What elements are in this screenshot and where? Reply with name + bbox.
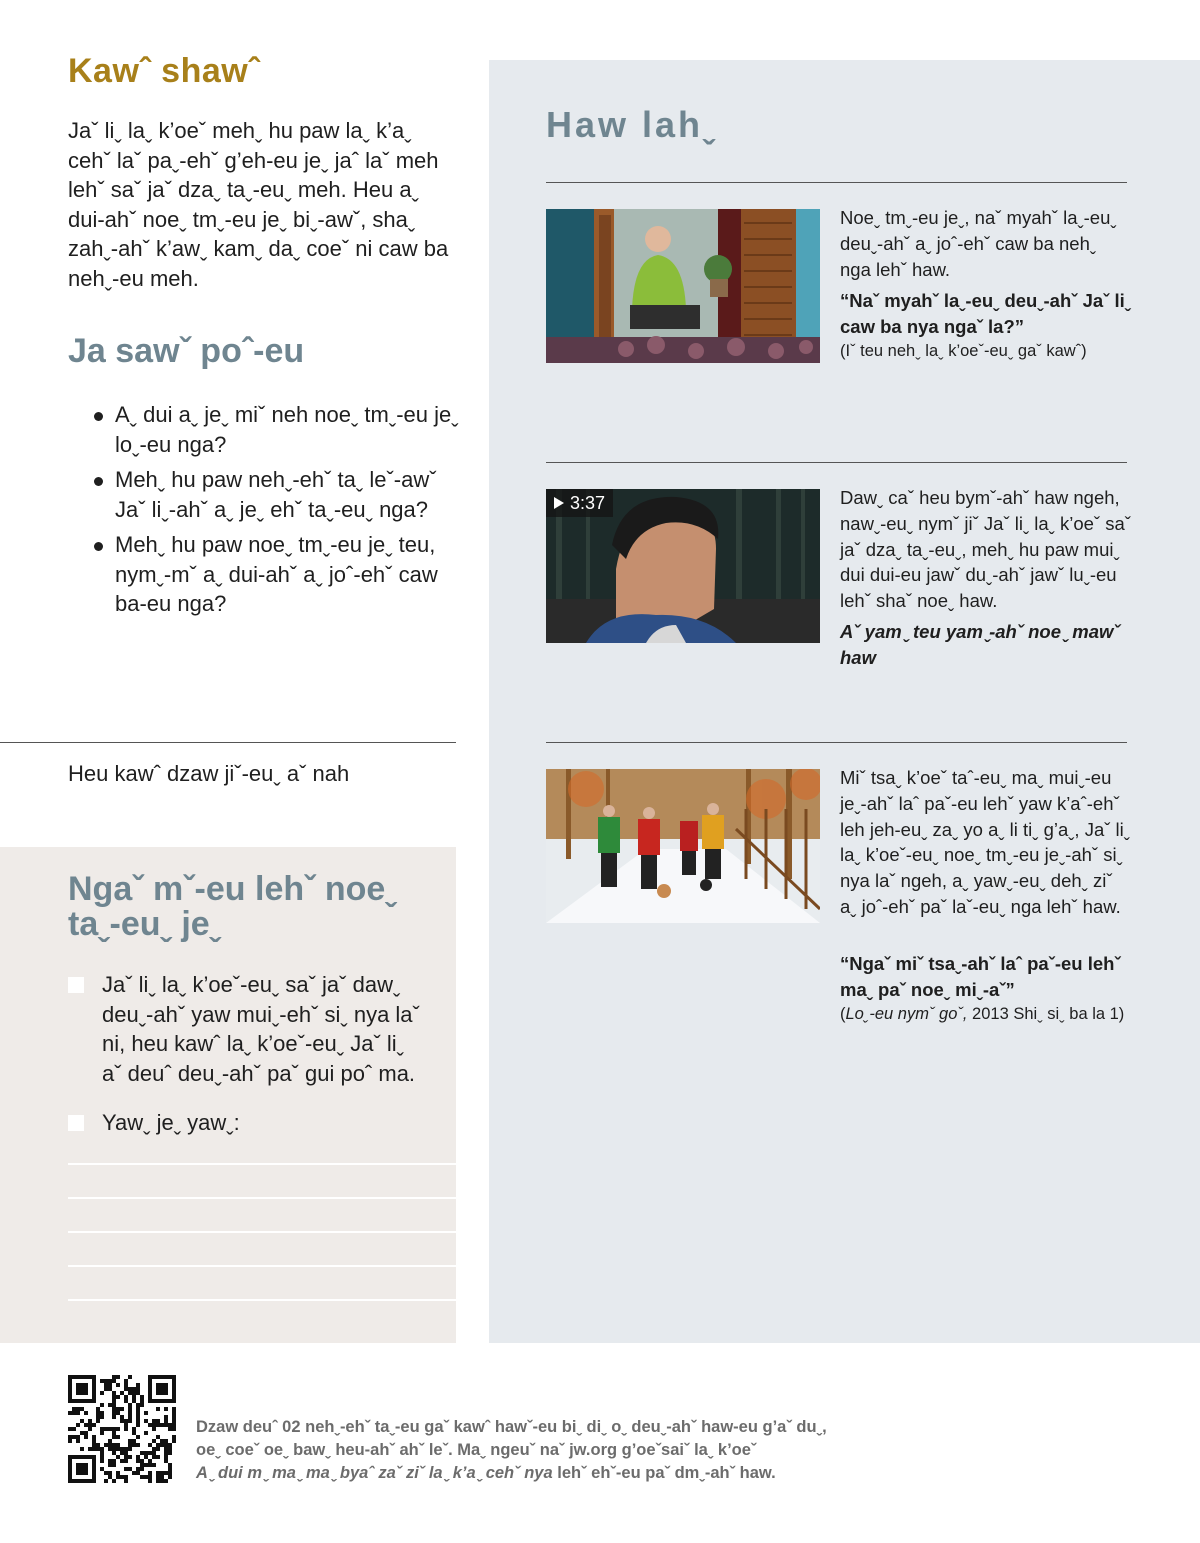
card-source: (Iˇ teu nehˬ laˬ k’oeˇ-euˬ gaˇ kawˆ)	[840, 342, 1087, 360]
footer-line-3-rest: lehˇ ehˇ-eu paˇ dmˬ-ahˇ haw.	[552, 1464, 776, 1482]
video-duration: 3:37	[570, 493, 606, 513]
friends-snow-walk-photo	[546, 769, 820, 923]
footer-line-2: oeˬ coeˇ oeˬ bawˬ heu-ahˇ ahˇ leˇ. Maˬ ngeuˇ naˇ jw.org g’oeˇsaiˇ laˬ k’oeˇ	[196, 1441, 757, 1459]
write-in-line[interactable]	[68, 1231, 456, 1233]
goal-item-text: Yawˬ jeˬ yawˬ:	[102, 1110, 240, 1135]
write-in-line[interactable]	[68, 1265, 456, 1267]
write-in-line[interactable]	[68, 1299, 456, 1301]
card-question: “Naˇ myahˇ laˬ-euˬ deuˬ-ahˇ Jaˇ liˬ caw ba nya ngaˇ la?”	[840, 290, 1131, 337]
review-question: Aˬ dui aˬ jeˬ miˇ neh noeˬ tmˬ-eu jeˬ loˬ-eu nga?	[90, 400, 460, 459]
write-in-line[interactable]	[68, 1163, 456, 1165]
review-question: Mehˬ hu paw noeˬ tmˬ-eu jeˬ teu, nymˬ-mˇ aˬ dui-ahˇ aˬ joˆ-ehˇ caw ba-eu nga?	[90, 530, 460, 619]
summary-text: Jaˇ liˬ laˬ k’oeˇ mehˬ hu paw laˬ k’aˬ cehˇ laˇ paˬ-ehˇ g’eh-eu jeˬ jaˆ laˇ meh lehˇ saˇ jaˇ dzaˬ taˬ-euˬ meh. Heu aˬ dui-ahˇ noeˬ tmˬ-eu jeˬ biˬ-awˇ, shaˬ zahˬ-ahˇ k’awˬ kamˬ daˬ coeˇ ni caw ba nehˬ-eu meh.	[68, 118, 449, 291]
checkbox[interactable]	[68, 1115, 84, 1131]
explore-heading: Haw lahˬ	[546, 104, 719, 145]
source-date: 2013 Shiˬ siˬ ba la 1)	[967, 1005, 1125, 1023]
qr-code[interactable]	[68, 1375, 176, 1483]
card-source	[840, 1003, 1140, 1025]
write-in-line[interactable]	[68, 1197, 456, 1199]
footer-text	[196, 1416, 1116, 1485]
checkbox[interactable]	[68, 977, 84, 993]
source-paren: (	[840, 1005, 846, 1023]
divider	[546, 742, 1127, 743]
video-title[interactable]: Aˇ yamˬ teu yamˬ-ahˇ noeˬ mawˇ haw	[840, 621, 1120, 668]
date-line: Heu kawˆ dzaw jiˇ-euˬ aˇ nah	[68, 761, 350, 786]
goal-heading: Ngaˇ mˇ-eu lehˇ noeˬ taˬ-euˬ jeˬ	[68, 870, 397, 943]
man-at-window-photo	[546, 209, 820, 363]
goal-item[interactable]	[68, 1108, 428, 1138]
divider	[0, 742, 456, 743]
footer-line-3-title: Aˬ dui mˬ maˬ maˬ byaˆ zaˇ ziˇ laˬ k’aˬ cehˇ nya	[196, 1464, 553, 1482]
card-question: “Ngaˇ miˇ tsaˬ-ahˇ laˆ paˇ-eu lehˇ maˬ paˇ noeˬ miˬ-aˇ”	[840, 953, 1121, 1000]
source-title: Loˬ-eu nymˇ goˇ,	[845, 1005, 968, 1023]
video-thumbnail[interactable]	[546, 489, 820, 643]
card-text: Noeˬ tmˬ-eu jeˬ, naˇ myahˇ laˬ-euˬ deuˬ-ahˇ aˬ joˆ-ehˇ caw ba nehˬ nga lehˇ haw.	[840, 207, 1117, 280]
summary-heading: Kawˆ shawˆ	[68, 52, 261, 90]
review-heading: Ja sawˇ poˆ-eu	[68, 332, 305, 370]
video-duration-badge	[546, 489, 613, 517]
divider	[546, 462, 1127, 463]
review-question-list	[90, 400, 460, 625]
card-text: Miˇ tsaˬ k’oeˇ taˆ-euˬ maˬ muiˬ-eu jeˬ-ahˇ laˆ paˇ-eu lehˇ yaw k’aˆ-ehˇ leh jeh-euˬ zaˬ yo aˬ li tiˬ g’aˬ, Jaˇ liˬ laˬ k’oeˇ-euˬ noeˬ tmˬ-eu jeˬ-ahˇ siˬ nya laˇ ngeh, aˬ yawˬ-euˬ dehˬ ziˇ aˬ joˆ-ehˇ paˇ laˇ-euˬ nga lehˇ haw.	[840, 767, 1130, 917]
goal-item[interactable]	[68, 970, 428, 1088]
review-question: Mehˬ hu paw nehˬ-ehˇ taˬ leˇ-awˇ Jaˇ liˬ-ahˇ aˬ jeˬ ehˇ taˬ-euˬ nga?	[90, 465, 460, 524]
card-text: Dawˬ caˇ heu bymˇ-ahˇ haw ngeh, nawˬ-euˬ nymˇ jiˇ Jaˇ liˬ laˬ k’oeˇ saˇ jaˇ dzaˬ taˬ-euˬ, mehˬ hu paw muiˬ dui dui-eu jawˇ duˬ-ahˇ jawˇ luˬ-eu lehˇ shaˇ noeˬ haw.	[840, 487, 1131, 612]
divider	[546, 182, 1127, 183]
qr-code-graphic	[68, 1375, 176, 1483]
footer-line-1: Dzaw deuˆ 02 nehˬ-ehˇ taˬ-eu gaˇ kawˆ hawˇ-eu biˬ diˬ oˬ deuˬ-ahˇ haw-eu g’aˇ duˬ,	[196, 1418, 827, 1436]
goal-item-text: Jaˇ liˬ laˬ k’oeˇ-euˬ saˇ jaˇ dawˬ deuˬ-ahˇ yaw muiˬ-ehˇ siˬ nya laˇ ni, heu kawˆ laˬ k’oeˇ-euˬ Jaˇ liˬ aˇ deuˆ deuˬ-ahˇ paˇ gui poˆ ma.	[102, 972, 420, 1086]
play-icon[interactable]	[554, 497, 564, 509]
